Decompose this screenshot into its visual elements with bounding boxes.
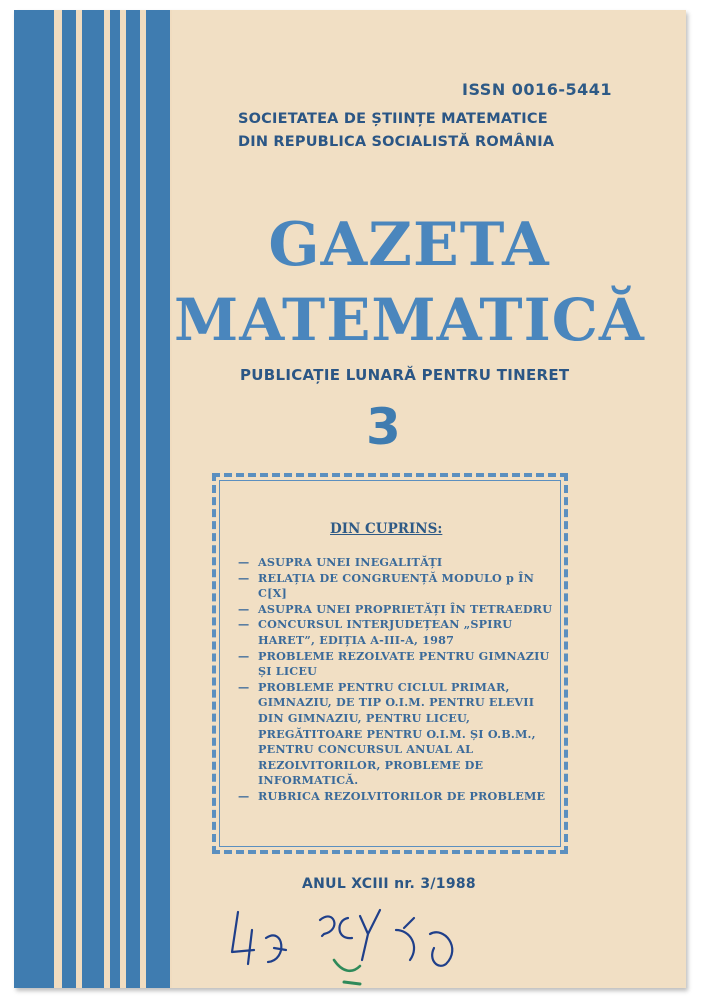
contents-item: [238, 602, 556, 618]
issue-number: 3: [366, 398, 401, 456]
title-line-1: GAZETA: [268, 210, 550, 280]
stripe: [82, 10, 104, 988]
dash: —: [238, 679, 250, 694]
contents-item: [238, 649, 556, 680]
contents-item-text: RELAȚIA DE CONGRUENȚĂ MODULO p ÎN C[X]: [258, 570, 535, 601]
dash: —: [238, 555, 250, 569]
dash: —: [238, 601, 250, 616]
issue-footer: ANUL XCIII nr. 3/1988: [302, 876, 476, 892]
subtitle: PUBLICAȚIE LUNARĂ PENTRU TINERET: [240, 366, 570, 384]
contents-item-text: ASUPRA UNEI INEGALITĂȚI: [258, 555, 443, 569]
title-line-2: MATEMATICĂ: [174, 286, 645, 354]
handwritten-annotation: [224, 890, 484, 988]
magazine-cover: [14, 10, 686, 988]
stripe: [14, 10, 54, 988]
stripe: [110, 10, 120, 988]
contents-item: [238, 617, 556, 648]
dash: —: [238, 617, 250, 632]
dash: —: [238, 788, 250, 803]
stripe: [146, 10, 170, 988]
contents-item-text: CONCURSUL INTERJUDEȚEAN „SPIRU HARET”, EDIȚIA A-III-A, 1987: [258, 617, 513, 647]
dash: —: [238, 570, 250, 585]
contents-heading: DIN CUPRINS:: [330, 521, 443, 537]
stripe: [62, 10, 76, 988]
contents-item-text: ASUPRA UNEI PROPRIETĂȚI ÎN TETRAEDRU: [258, 601, 553, 616]
contents-item-text: PROBLEME REZOLVATE PENTRU GIMNAZIU ȘI LICEU: [258, 648, 550, 679]
contents-item: [238, 789, 556, 805]
society-line-2: DIN REPUBLICA SOCIALISTĂ ROMÂNIA: [238, 134, 555, 150]
contents-item: [238, 680, 556, 789]
stripe: [126, 10, 140, 988]
cover-stripes: [14, 10, 172, 988]
contents-item: [238, 555, 556, 571]
contents-item-text: RUBRICA REZOLVITORILOR DE PROBLEME: [258, 788, 546, 803]
society-line-1: SOCIETATEA DE ȘTIINȚE MATEMATICE: [238, 111, 548, 127]
publisher-society: [238, 108, 658, 154]
contents-list: [238, 555, 556, 805]
issn-number: ISSN 0016-5441: [462, 80, 612, 99]
contents-item-text: PROBLEME PENTRU CICLUL PRIMAR, GIMNAZIU, DE TIP O.I.M. PENTRU ELEVII DIN GIMNAZIU, PENTRU LICEU, PREGĂTITOARE PENTRU O.I.M. ȘI O.B.M., PENTRU CONCURSUL ANUAL AL REZOLVITORILOR, PROBLEME DE INFORMATICĂ.: [258, 679, 536, 788]
contents-item: [238, 571, 556, 602]
dash: —: [238, 648, 250, 663]
